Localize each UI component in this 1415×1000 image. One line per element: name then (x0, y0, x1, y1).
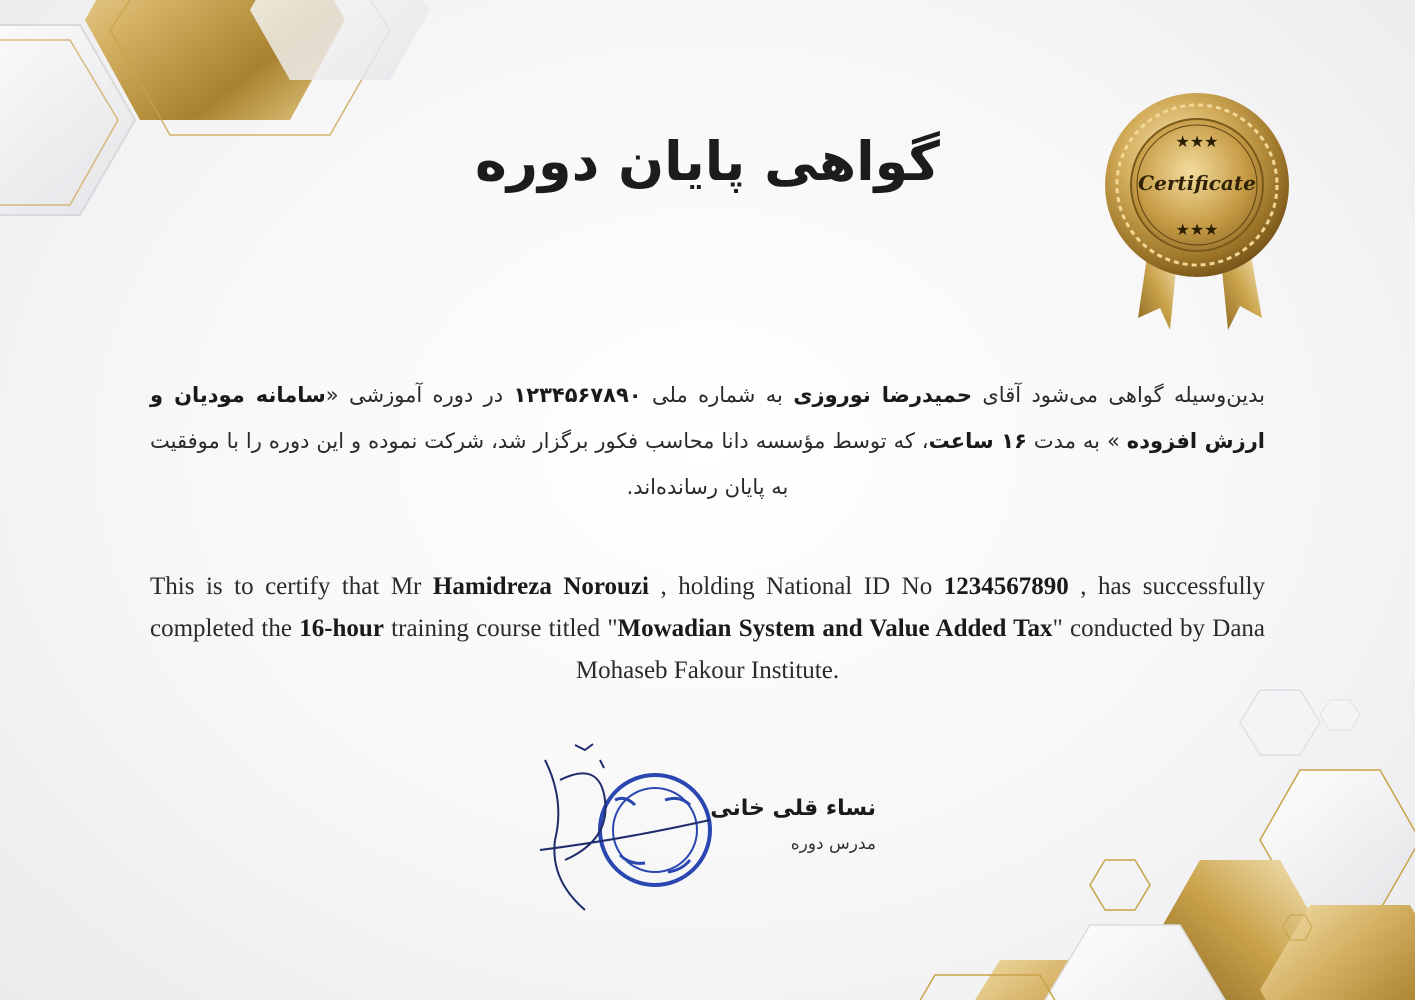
en-completed-prefix: , has successfully completed the (150, 573, 1265, 642)
en-course-prefix: training course titled " (383, 615, 618, 642)
seal-stars-bottom: ★★★ (1175, 220, 1219, 239)
certificate-title: گواهی پایان دوره (475, 130, 940, 193)
fa-intro: بدین‌وسیله گواهی می‌شود آقای (971, 383, 1265, 407)
en-duration: 16-hour (299, 615, 384, 642)
en-closing: " conducted by Dana Mohaseb Fakour Institute. (575, 615, 1266, 684)
seal-stars-top: ★★★ (1175, 132, 1219, 151)
signatory-name: نساء قلی خانی (710, 796, 876, 821)
signature-stamp-icon (540, 744, 710, 910)
persian-body-text (150, 372, 1265, 510)
fa-duration: ۱۶ ساعت (928, 429, 1027, 453)
seal-label: Certificate (1138, 171, 1256, 195)
en-intro: This is to certify that Mr (150, 573, 433, 600)
en-recipient-name: Hamidreza Norouzi (432, 573, 649, 600)
fa-recipient-name: حمیدرضا نوروزی (793, 383, 972, 407)
en-national-id: 1234567890 (943, 573, 1069, 600)
english-body-text (150, 566, 1265, 692)
en-course-name: Mowadian System and Value Added Tax (617, 615, 1053, 642)
fa-national-id: ۱۲۳۴۵۶۷۸۹۰ (513, 383, 642, 407)
signatory-role: مدرس دوره (790, 834, 876, 854)
fa-duration-prefix: » به مدت (1026, 429, 1127, 453)
certificate-seal-icon (1105, 93, 1289, 330)
fa-id-prefix: به شماره ملی (641, 383, 794, 407)
en-id-prefix: , holding National ID No (649, 573, 944, 600)
fa-closing: ، که توسط مؤسسه دانا محاسب فکور برگزار شد، شرکت نموده و این دوره را با موفقیت به پایان رسانده‌اند. (150, 429, 929, 499)
bottom-right-hexagons (885, 690, 1415, 1000)
fa-course-prefix: در دوره آموزشی « (325, 383, 514, 407)
fa-course-name: سامانه مودیان و ارزش افزوده (150, 383, 1265, 453)
